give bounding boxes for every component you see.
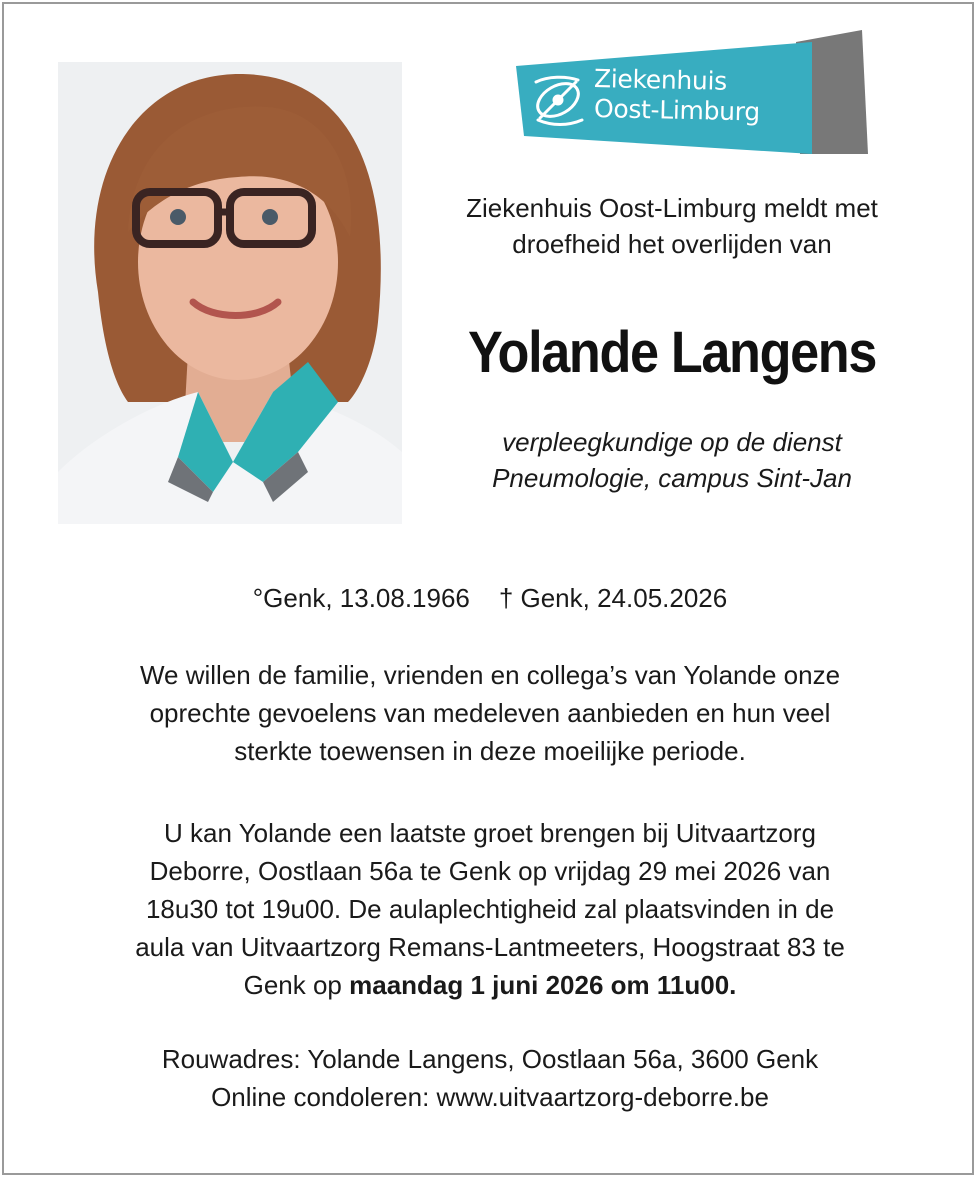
online-condolence: Online condoleren: www.uitvaartzorg-deborre.be — [211, 1082, 769, 1112]
paragraph-line: U kan Yolande een laatste groet brengen bij Uitvaartzorg — [164, 818, 816, 848]
logo-text-line2: Oost-Limburg — [593, 94, 761, 127]
death-date: † Genk, 24.05.2026 — [498, 583, 728, 613]
portrait-photo — [58, 62, 402, 524]
intro-line: droefheid het overlijden van — [512, 229, 832, 259]
deceased-name: Yolande Langens — [467, 320, 877, 385]
deceased-role — [412, 424, 932, 496]
paragraph-line: We willen de familie, vrienden en collega’s van Yolande onze — [139, 660, 841, 690]
hospital-logo — [516, 30, 868, 156]
contact-paragraph — [40, 1040, 940, 1116]
paragraph-line: Deborre, Oostlaan 56a te Genk op vrijdag 29 mei 2026 van — [149, 856, 831, 886]
role-line: Pneumologie, campus Sint-Jan — [492, 463, 852, 493]
role-line: verpleegkundige op de dienst — [502, 427, 842, 457]
birth-date: °Genk, 13.08.1966 — [252, 583, 470, 613]
intro-line: Ziekenhuis Oost-Limburg meldt met — [466, 193, 878, 223]
paragraph-line — [40, 966, 940, 1004]
paragraph-line: aula van Uitvaartzorg Remans-Lantmeeters, Hoogstraat 83 te — [135, 932, 845, 962]
mourning-address: Rouwadres: Yolande Langens, Oostlaan 56a, 3600 Genk — [161, 1044, 819, 1074]
ceremony-paragraph — [40, 814, 940, 1004]
life-dates — [0, 578, 980, 618]
logo-text-line1: Ziekenhuis — [593, 64, 728, 96]
ceremony-prefix: Genk op — [243, 970, 350, 1000]
announcement-intro — [412, 190, 932, 262]
condolence-paragraph — [40, 656, 940, 770]
paragraph-line: sterkte toewensen in deze moeilijke periode. — [234, 736, 746, 766]
paragraph-line: 18u30 tot 19u00. De aulaplechtigheid zal plaatsvinden in de — [145, 894, 835, 924]
ceremony-datetime: maandag 1 juni 2026 om 11u00. — [349, 970, 737, 1000]
paragraph-line: oprechte gevoelens van medeleven aanbieden en hun veel — [149, 698, 831, 728]
